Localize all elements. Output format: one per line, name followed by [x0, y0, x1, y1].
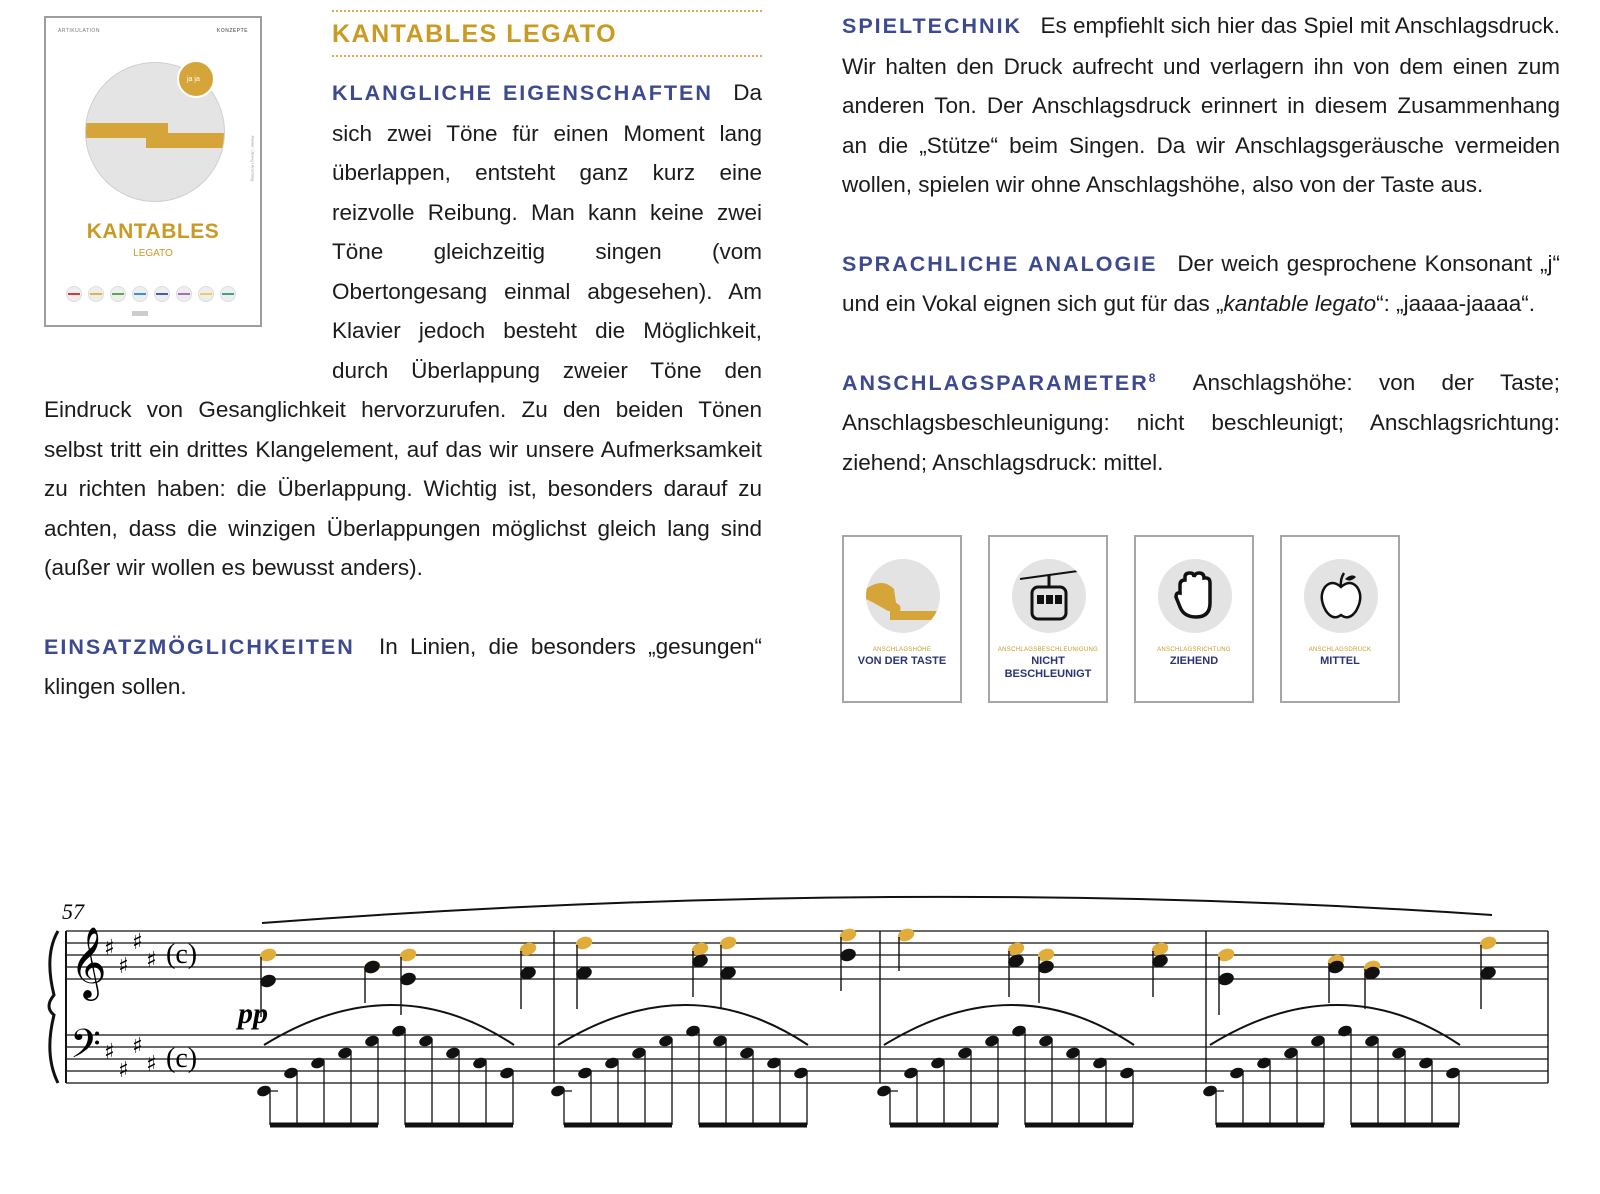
cover-side-text: Klavier: Übung / Anschlag [250, 135, 256, 182]
sharp-icon: ♯ [132, 930, 143, 955]
time-signature: (c) [166, 1043, 198, 1074]
card-mittel [1280, 535, 1400, 703]
bass-clef-icon: 𝄢 [70, 1021, 101, 1077]
klangliche-eigenschaften-text: Da sich zwei Töne für einen Moment lang überlappen, entsteht ganz kurz eine reizvolle Reibung. Man kann keine zwei Töne gleichzeitig singen (vom Obertongesang einmal abgesehen). Am Klavier jedoch besteht die Möglichkeit, durch Überlappung zweier Töne den Eindruck von Gesanglichkeit hervorzurufen. Zu den beiden Tönen selbst tritt ein drittes Klangelement, auf das wir unsere Aufmerksamkeit zu richten haben: die Überlappung. Wichtig ist, besonders darauf zu achten, dass die winzigen Überlappungen möglichst gleich lang sind (außer wir wollen es bewusst anders). [44, 80, 762, 580]
card-nicht-beschleunigt [988, 535, 1108, 703]
anschlagsparameter-heading: ANSCHLAGSPARAMETER$^8$ [842, 370, 1156, 395]
measure-number: 57 [62, 899, 84, 924]
sharp-icon: ♯ [146, 948, 157, 973]
sprachliche-analogie-emphasis: kantable legato [1223, 291, 1377, 316]
sharp-icon: ♯ [104, 936, 115, 961]
time-signature: (c) [166, 939, 198, 970]
cover-subtitle: LEGATO [133, 248, 173, 259]
speech-bubble-icon: ja ja [177, 60, 215, 98]
card-label-small: ANSCHLAGSRICHTUNG [1157, 647, 1231, 653]
sharp-icon: ♯ [104, 1040, 115, 1065]
music-score-excerpt [0, 895, 1600, 1185]
slur [1210, 1005, 1460, 1045]
slur [264, 1005, 514, 1045]
left-column [44, 10, 762, 707]
anschlagsparameter-text: Anschlagshöhe: von der Taste; Anschlagsbeschleunigung: nicht beschleunigt; Anschlagsrichtung: ziehend; Anschlagsdruck: mittel. [842, 369, 1560, 475]
einsatz-heading: EINSATZMÖGLICHKEITEN [44, 634, 355, 659]
footnote-marker: 8 [1148, 370, 1156, 385]
cover-top-right: KONZEPTE [216, 28, 248, 34]
brace [49, 931, 58, 1083]
sharp-icon: ♯ [118, 1058, 129, 1083]
card-label-big: MITTEL [1320, 655, 1360, 667]
card-label-big: VON DER TASTE [857, 655, 947, 667]
card-label-small: ANSCHLAGSHÖHE [872, 647, 932, 653]
card-label-small: ANSCHLAGSBESCHLEUNIGUNG [997, 647, 1099, 653]
card-label-big: ZIEHEND [1169, 655, 1219, 667]
slur [262, 897, 1492, 923]
treble-clef-icon: 𝄞 [70, 925, 107, 998]
cover-title: KANTABLES [86, 220, 220, 243]
einsatz-text: In Linien, die besonders „gesungen“ klingen sollen. [44, 633, 762, 699]
card-label-big: NICHT BESCHLEUNIGT [1004, 655, 1092, 680]
einsatz-paragraph [44, 627, 762, 707]
cable-car-icon [1012, 559, 1086, 633]
sharp-icon: ♯ [118, 954, 129, 979]
card-label-small: ANSCHLAGSDRUCK [1308, 647, 1372, 653]
sharp-icon: ♯ [132, 1034, 143, 1059]
anschlagsparameter-paragraph [842, 363, 1560, 483]
sharp-icon: ♯ [146, 1052, 157, 1077]
card-ziehend [1134, 535, 1254, 703]
dynamic-marking: pp [238, 997, 268, 1030]
slur [558, 1005, 808, 1045]
spieltechnik-paragraph [842, 6, 1560, 205]
cover-top-left: ARTIKULATION [58, 28, 100, 34]
hand-on-key-icon [866, 559, 940, 633]
klangliche-eigenschaften-heading: KLANGLICHE EIGENSCHAFTEN [332, 81, 713, 105]
grabbing-hand-icon [1158, 559, 1232, 633]
sprachliche-analogie-text-end: “: „jaaaa-jaaaa“. [1376, 291, 1535, 316]
spieltechnik-text: Es empfiehlt sich hier das Spiel mit Anschlagsdruck. Wir halten den Druck aufrecht und verlagern ihn von dem einen zum anderen Ton. Der Anschlagsdruck erinnert in diesem Zusammenhang an die „Stütze“ beim Singen. Da wir Anschlagsgeräusche vermeiden wollen, spielen wir ohne Anschlagshöhe, also von der Taste aus. [842, 13, 1560, 197]
title-rule [332, 10, 762, 57]
right-column [842, 6, 1560, 521]
sprachliche-analogie-text: Der weich gesprochene Konsonant „j“ und ein Vokal eignen sich gut für das „ [842, 250, 1560, 316]
spieltechnik-heading: SPIELTECHNIK [842, 14, 1023, 38]
apple-icon [1304, 559, 1378, 633]
sprachliche-analogie-paragraph [842, 244, 1560, 324]
slur [884, 1005, 1134, 1045]
sprachliche-analogie-heading: SPRACHLICHE ANALOGIE [842, 251, 1158, 276]
page-title: KANTABLES LEGATO [332, 20, 618, 48]
card-von-der-taste [842, 535, 962, 703]
